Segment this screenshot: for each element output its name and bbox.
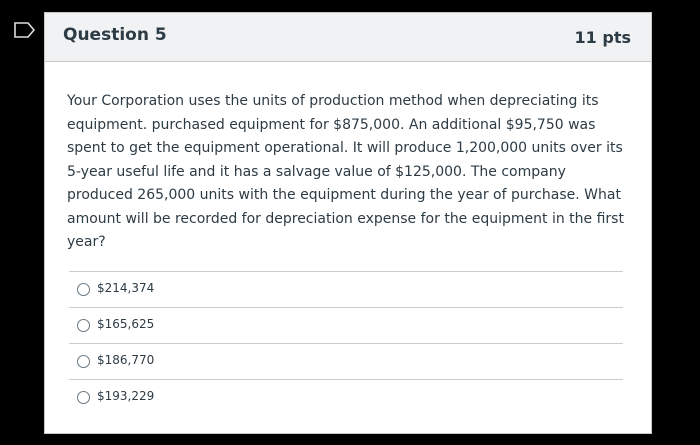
answer-label: $186,770 [97, 353, 155, 367]
answer-label: $193,229 [97, 389, 155, 403]
question-card [44, 12, 652, 434]
answer-option[interactable] [69, 307, 623, 343]
question-text: Your Corporation uses the units of production method when depreciating its equipment. purchased equipment for $875,000. An additional $95,750 was spent to get the equipment operational. It will produce 1,200,000 units over its 5-year useful life and it has a salvage value of $125,000. The company produced 265,000 units with the equipment during the year of purchase. What amount will be recorded for depreciation expense for the equipment in the first year? [67, 93, 624, 250]
radio-button-icon[interactable] [77, 355, 90, 368]
question-title: Question 5 [63, 25, 167, 45]
answer-option[interactable] [69, 343, 623, 379]
answer-label: $214,374 [97, 281, 155, 295]
radio-button-icon[interactable] [77, 391, 90, 404]
radio-button-icon[interactable] [77, 319, 90, 332]
flag-question-icon[interactable] [14, 22, 36, 38]
answer-label: $165,625 [97, 317, 155, 331]
answer-list [69, 271, 623, 415]
radio-button-icon[interactable] [77, 283, 90, 296]
answer-option[interactable] [69, 271, 623, 307]
question-points: 11 pts [574, 28, 631, 47]
answer-option[interactable] [69, 379, 623, 415]
question-header [45, 13, 651, 62]
